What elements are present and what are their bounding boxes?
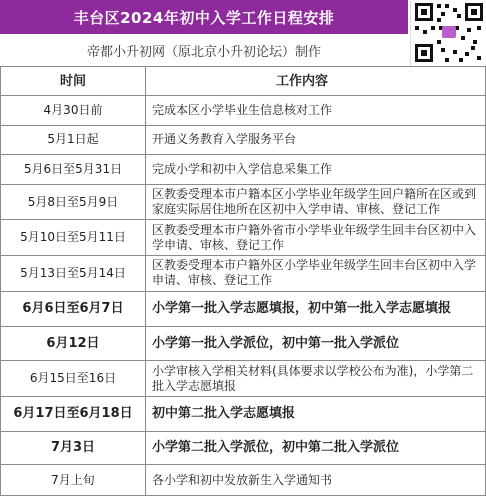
table-row: [1, 125, 486, 155]
table-row: [1, 431, 486, 465]
row-time: 7月3日: [1, 431, 146, 465]
row-content: 区教委受理本市户籍本区小学毕业年级学生回户籍所在区或到家庭实际居住地所在区初中入学申请、审核、登记工作: [146, 184, 486, 220]
table-row: [1, 155, 486, 185]
schedule-table: [0, 66, 486, 496]
table-row: [1, 361, 486, 397]
row-content: 完成小学和初中入学信息采集工作: [146, 155, 486, 185]
row-content: 区教委受理本市户籍外区小学毕业年级学生回丰台区初中入学申请、审核、登记工作: [146, 256, 486, 292]
qr-code-icon: [411, 0, 486, 66]
table-row: [1, 184, 486, 220]
row-time: 5月13日至5月14日: [1, 256, 146, 292]
row-content: 小学第一批入学志愿填报，初中第一批入学志愿填报: [146, 291, 486, 326]
row-content: 小学第二批入学派位，初中第二批入学派位: [146, 431, 486, 465]
row-time: 6月12日: [1, 326, 146, 361]
table-row: [1, 396, 486, 431]
time-column-header: 时间: [1, 67, 146, 96]
row-time: 5月1日起: [1, 125, 146, 155]
table-row: [1, 220, 486, 256]
table-row: [1, 326, 486, 361]
row-time: 5月10日至5月11日: [1, 220, 146, 256]
row-content: 开通义务教育入学服务平台: [146, 125, 486, 155]
row-content: 小学第一批入学派位，初中第一批入学派位: [146, 326, 486, 361]
row-time: 5月8日至5月9日: [1, 184, 146, 220]
content-column-header: 工作内容: [146, 67, 486, 96]
row-content: 各小学和初中发放新生入学通知书: [146, 465, 486, 496]
page-title: 丰台区2024年初中入学工作日程安排: [0, 0, 408, 34]
table-header-row: [1, 67, 486, 96]
row-time: 6月15日至16日: [1, 361, 146, 397]
row-time: 4月30日前: [1, 96, 146, 126]
row-time: 6月17日至6月18日: [1, 396, 146, 431]
row-content: 初中第二批入学志愿填报: [146, 396, 486, 431]
table-row: [1, 96, 486, 126]
table-row: [1, 465, 486, 496]
row-content: 完成本区小学毕业生信息核对工作: [146, 96, 486, 126]
row-content: 区教委受理本市户籍外省市小学毕业年级学生回丰台区初中入学申请、审核、登记工作: [146, 220, 486, 256]
row-time: 5月6日至5月31日: [1, 155, 146, 185]
table-row: [1, 256, 486, 292]
row-time: 7月上旬: [1, 465, 146, 496]
page-subtitle: 帝都小升初网（原北京小升初论坛）制作: [0, 34, 408, 66]
row-content: 小学审核入学相关材料(具体要求以学校公布为准)，小学第二批入学志愿填报: [146, 361, 486, 397]
table-row: [1, 291, 486, 326]
qr-code-image: [410, 0, 486, 66]
row-time: 6月6日至6月7日: [1, 291, 146, 326]
